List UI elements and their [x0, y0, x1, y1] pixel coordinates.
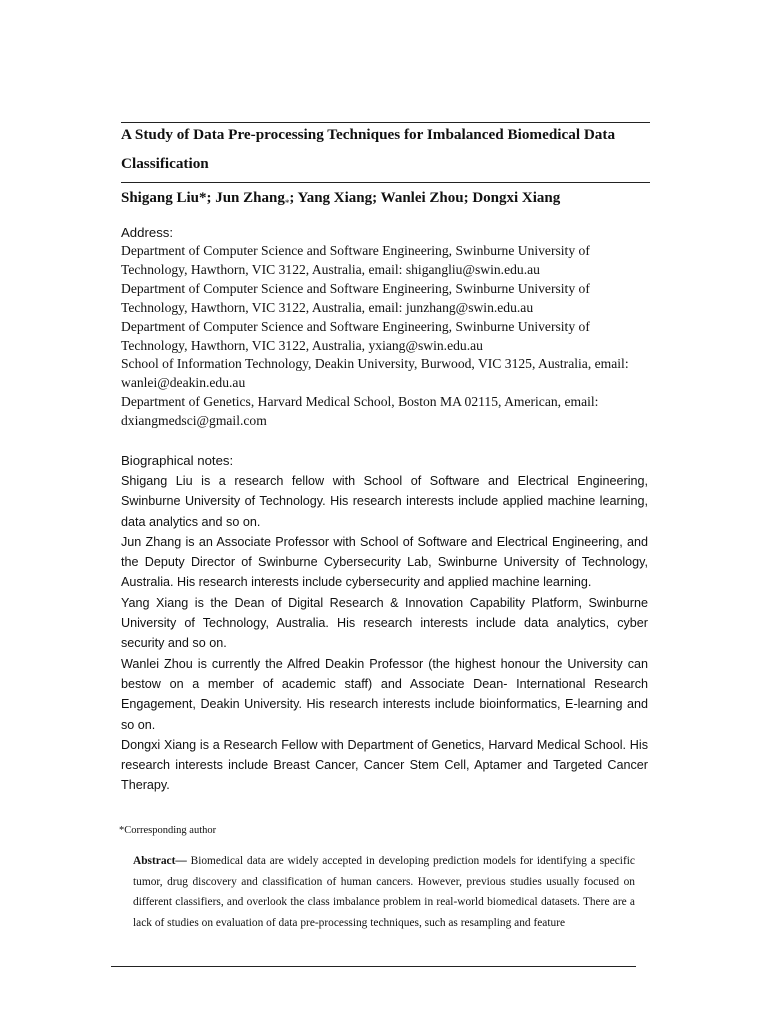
- bio-item: Yang Xiang is the Dean of Digital Research & Innovation Capability Platform, Swinburne University of Technology, Australia. His research interests include data analytics, cyber security and so on.: [121, 595, 648, 651]
- bio-item: Dongxi Xiang is a Research Fellow with Department of Genetics, Harvard Medical School. His research interests include Breast Cancer, Cancer Stem Cell, Aptamer and Targeted Cancer Therapy.: [121, 737, 648, 793]
- page-bottom-rule: [111, 966, 636, 967]
- address-item: Department of Genetics, Harvard Medical School, Boston MA 02115, American, email: dxiangmedsci@gmail.com: [121, 394, 599, 429]
- bio-item: Jun Zhang is an Associate Professor with School of Software and Electrical Engineering, and the Deputy Director of Swinburne Cybersecurity Lab, Swinburne University of Technology, Australia. His research interests include cybersecurity and applied machine learning.: [121, 534, 648, 590]
- abstract: [133, 851, 635, 933]
- bio-item: Shigang Liu is a research fellow with School of Software and Electrical Engineering, Swinburne University of Technology. His research interests include applied machine learning, data analytics and so on.: [121, 474, 648, 529]
- address-item: Department of Computer Science and Software Engineering, Swinburne University of Technology, Hawthorn, VIC 3122, Australia, email: shigangliu@swin.edu.au: [121, 243, 590, 277]
- author-mark: *: [284, 198, 290, 208]
- biographical-notes-label: Biographical notes:: [121, 453, 234, 468]
- author-name: Shigang Liu*: [121, 190, 207, 206]
- biographical-notes: [121, 471, 648, 796]
- author-list: Shigang Liu*; Jun Zhang$_*$; Yang Xiang; Wanlei Zhou; Dongxi Xiang: [121, 190, 561, 208]
- title-bottom-rule: [121, 182, 650, 183]
- address-item: School of Information Technology, Deakin University, Burwood, VIC 3125, Australia, email: wanlei@deakin.edu.au: [121, 356, 629, 391]
- address-list: [121, 242, 651, 431]
- paper-title: A Study of Data Pre-processing Techniques for Imbalanced Biomedical Data Classification: [121, 126, 616, 172]
- author-name: Wanlei Zhou: [380, 190, 464, 206]
- abstract-text: Biomedical data are widely accepted in developing prediction models for identifying a specific tumor, drug discovery and classification of human cancers. However, previous studies usually focused on different classifiers, and overlook the class imbalance problem in real-world biomedical datasets. There are a lack of studies on evaluation of data pre-processing techniques, such as resampling and feature: [133, 855, 635, 929]
- address-item: Department of Computer Science and Software Engineering, Swinburne University of Technology, Hawthorn, VIC 3122, Australia, yxiang@swin.edu.au: [121, 318, 590, 353]
- author-name: Yang Xiang: [297, 190, 373, 206]
- bio-item: Wanlei Zhou is currently the Alfred Deakin Professor (the highest honour the University can bestow on a member of academic staff) and Associate Dean- International Research Engagement, Deakin University. His research interests include bioinformatics, E-learning and so on.: [121, 656, 648, 732]
- abstract-label: Abstract—: [133, 855, 187, 867]
- address-item: Department of Computer Science and Software Engineering, Swinburne University of Technology, Hawthorn, VIC 3122, Australia, email: junzhang@swin.edu.au: [121, 280, 590, 315]
- author-name: Dongxi Xiang: [472, 190, 561, 206]
- corresponding-author-note: *Corresponding author: [119, 825, 217, 836]
- address-label: Address:: [121, 225, 174, 240]
- author-name: Jun Zhang: [215, 190, 285, 206]
